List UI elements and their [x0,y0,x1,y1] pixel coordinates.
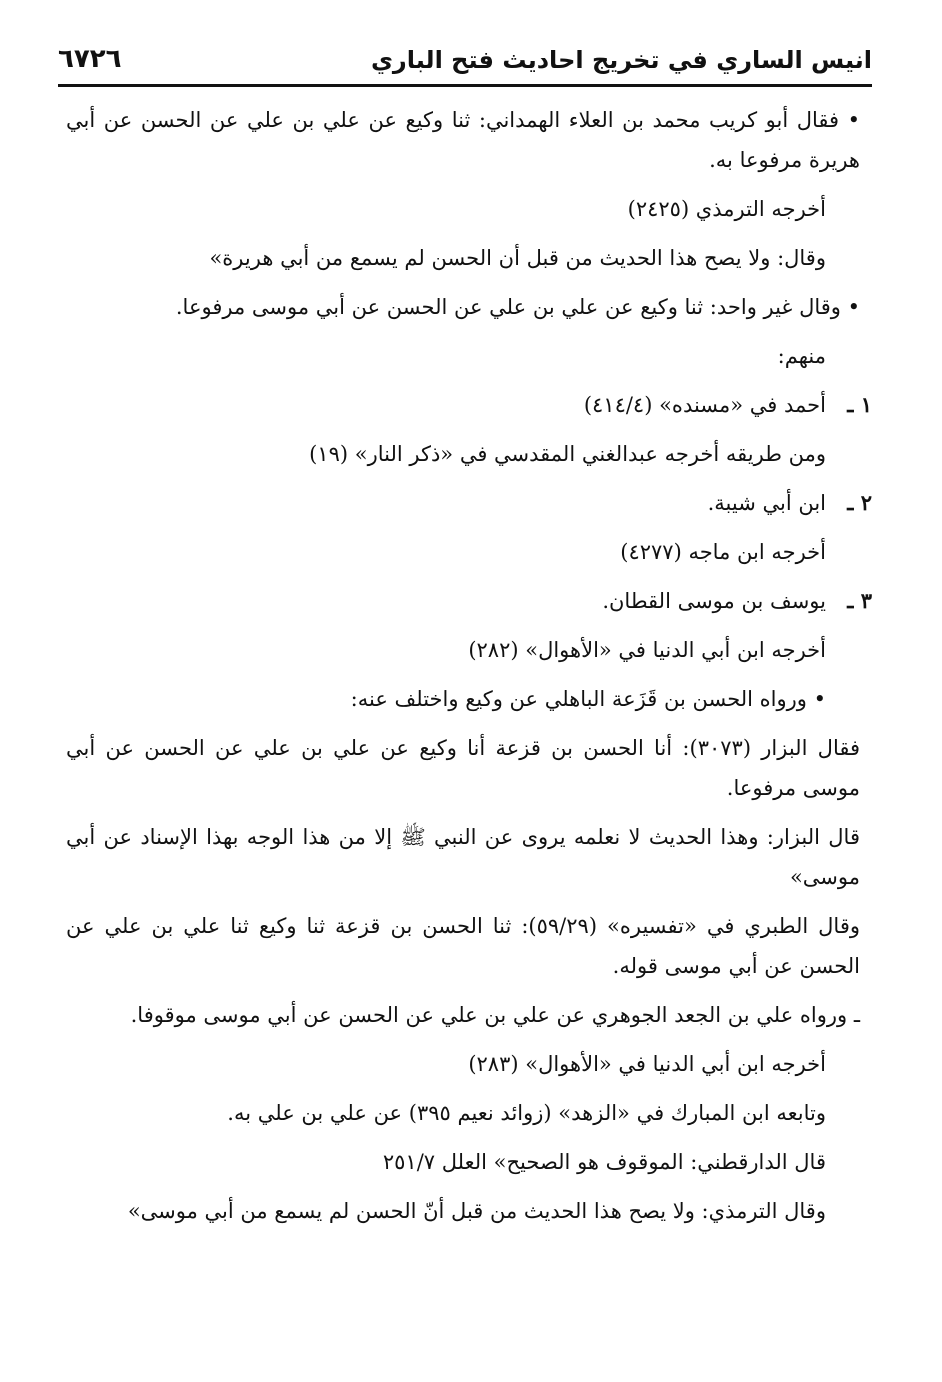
list-item-number: ١ ـ [847,392,872,417]
paragraph: • ورواه الحسن بن قَزَعة الباهلي عن وكيع واختلف عنه: [350,687,826,711]
paragraph: أخرجه ابن أبي الدنيا في «الأهوال» (٢٨٢) [468,638,826,662]
page-number: ٦٧٢٦ [58,44,122,74]
list-item-text: ابن أبي شيبة. [707,491,826,515]
paragraph: وتابعه ابن المبارك في «الزهد» (زوائد نعيم ٣٩٥) عن علي بن علي به. [227,1101,826,1125]
paragraph: ـ ورواه علي بن الجعد الجوهري عن علي بن علي عن الحسن عن أبي موسى موقوفا. [130,1003,860,1027]
list-item-text: أحمد في «مسنده» (٤١٤/٤) [583,393,826,417]
paragraph: ومن طريقه أخرجه عبدالغني المقدسي في «ذكر النار» (١٩) [309,442,826,466]
paragraph: فقال البزار (٣٠٧٣): أنا الحسن بن قزعة أنا وكيع عن علي بن علي عن الحسن عن أبي موسى مرفوعا. [66,736,860,800]
paragraph: • فقال أبو كريب محمد بن العلاء الهمداني: ثنا وكيع عن علي بن علي عن الحسن عن أبي هريرة مرفوعا به. [66,108,860,172]
page-body [66,100,872,1240]
paragraph: وقال: ولا يصح هذا الحديث من قبل أن الحسن لم يسمع من أبي هريرة» [209,246,826,270]
paragraph: وقال الترمذي: ولا يصح هذا الحديث من قبل أنّ الحسن لم يسمع من أبي موسى» [127,1199,826,1223]
list-item [66,483,872,523]
paragraph: منهم: [777,344,826,368]
paragraph: أخرجه الترمذي (٢٤٢٥) [627,197,826,221]
paragraph: • وقال غير واحد: ثنا وكيع عن علي بن علي عن الحسن عن أبي موسى مرفوعا. [175,295,860,319]
list-item-text: يوسف بن موسى القطان. [602,589,826,613]
running-title: انيس الساري في تخريج احاديث فتح الباري [370,46,872,74]
list-item-number: ٢ ـ [847,490,872,515]
list-item-number: ٣ ـ [847,588,872,613]
paragraph: قال البزار: وهذا الحديث لا نعلمه يروى عن النبي ﷺ إلا من هذا الوجه بهذا الإسناد عن أبي موسى» [66,825,860,889]
list-item [66,581,872,621]
list-item [66,385,872,425]
paragraph: أخرجه ابن أبي الدنيا في «الأهوال» (٢٨٣) [468,1052,826,1076]
paragraph: أخرجه ابن ماجه (٤٢٧٧) [620,540,826,564]
paragraph: قال الدارقطني: الموقوف هو الصحيح» العلل ٢٥١/٧ [382,1150,826,1174]
page-header [58,40,872,87]
paragraph: وقال الطبري في «تفسيره» (٥٩/٢٩): ثنا الحسن بن قزعة ثنا وكيع ثنا علي بن علي عن الحسن عن أبي موسى قوله. [66,914,860,978]
